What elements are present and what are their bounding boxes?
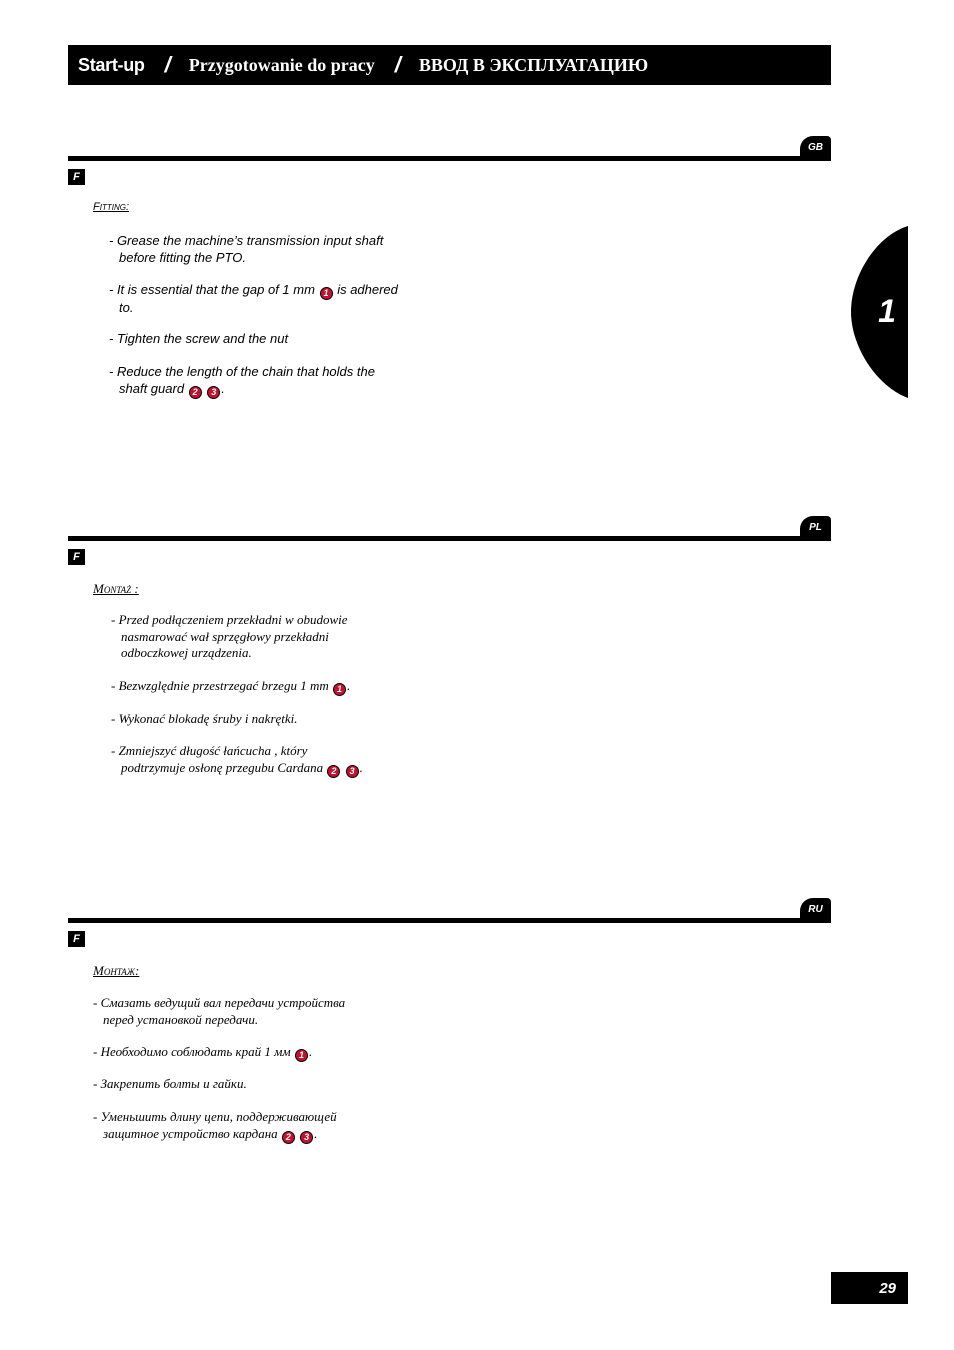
list-item: - Смазать ведущий вал передачи устройства перед установкой передачи. — [93, 995, 346, 1027]
header-separator: / — [164, 52, 171, 77]
page-header — [68, 45, 831, 85]
callout-badge: 1 — [320, 287, 333, 300]
list-item: - Bezwzględnie przestrzegać brzegu 1 mm 1 . — [111, 678, 351, 694]
list-item: - Grease the machine’s transmission input shaft before fitting the PTO. — [109, 233, 384, 265]
header-title-pl: Przygotowanie do pracy — [188, 54, 375, 75]
f-marker: F — [68, 931, 85, 947]
section-rule — [68, 918, 831, 923]
section-title-pl: Montaż : — [93, 581, 139, 596]
list-item: - Reduce the length of the chain that holds the shaft guard 2 3 . — [109, 364, 375, 397]
callout-badge: 3 — [346, 765, 359, 778]
header-title-en: Start-up — [78, 54, 145, 75]
header-separator: / — [394, 52, 401, 77]
lang-badge-ru: RU — [800, 898, 831, 920]
callout-badge: 2 — [189, 386, 202, 399]
list-item: - Zmniejszyć długość łańcucha , który podtrzymuje osłonę przegubu Cardana 2 3 . — [111, 743, 363, 776]
list-item: - Wykonać blokadę śruby i nakrętki. — [111, 711, 298, 726]
section-rule — [68, 536, 831, 541]
list-item: - Przed podłączeniem przekładni w obudowie nasmarować wał sprzęgłowy przekładni odboczkowej urządzenia. — [111, 612, 348, 660]
lang-badge-gb: GB — [800, 136, 831, 158]
section-title-gb: Fitting: — [93, 201, 129, 213]
section-rule — [68, 156, 831, 161]
list-item: - Tighten the screw and the nut — [109, 331, 289, 346]
callout-badge: 1 — [295, 1049, 308, 1062]
callout-badge: 3 — [300, 1131, 313, 1144]
f-marker: F — [68, 169, 85, 185]
callout-badge: 2 — [282, 1131, 295, 1144]
header-title-ru: ВВОД В ЭКСПЛУАТАЦИЮ — [418, 54, 649, 75]
chapter-number: 1 — [878, 293, 896, 329]
list-item: - Закрепить болты и гайки. — [93, 1076, 247, 1091]
list-item: - Необходимо соблюдать край 1 мм 1 . — [93, 1044, 313, 1060]
list-item: - Уменьшить длину цепи, поддерживающей защитное устройство кардана 2 3 . — [93, 1109, 337, 1142]
callout-badge: 2 — [327, 765, 340, 778]
chapter-tab — [851, 226, 908, 398]
page-number: 29 — [831, 1272, 908, 1304]
f-marker: F — [68, 549, 85, 565]
lang-badge-pl: PL — [800, 516, 831, 538]
section-title-ru: Монтаж: — [93, 963, 140, 978]
list-item: - It is essential that the gap of 1 mm 1 is adhered to. — [109, 282, 398, 315]
callout-badge: 1 — [333, 683, 346, 696]
callout-badge: 3 — [207, 386, 220, 399]
